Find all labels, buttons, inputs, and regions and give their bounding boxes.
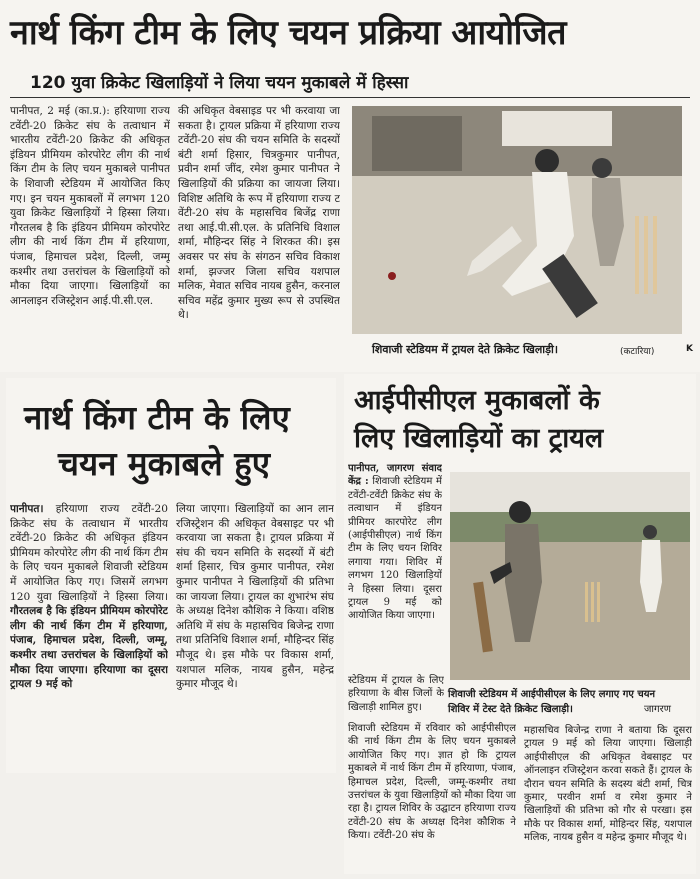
article2-column-1: [10, 502, 168, 772]
clipping-top: [0, 0, 700, 372]
cricket-trial-photo-2: [450, 472, 690, 680]
article3-side-note: स्टेडियम में ट्रायल के लिए हरियाणा के बीस जिलों के खिलाड़ी शामिल हुए।: [348, 675, 444, 713]
corner-mark: K: [686, 344, 693, 354]
article1-column-2: की अधिकृत वेबसाइड पर भी करवाया जा सकता है। ट्रायल प्रक्रिया में हरियाणा राज्य टवेंटी-20 संघ की चयन समिति के सदस्यों बंटी शर्मा हिसार, चित्रकुमार पानीपत, प्रवीन शर्मा जींद, रमेश कुमार पानीपत ने खिलाड़ियों की प्रक्रिया का जायजा लिया। विशिष्ट अतिथि के रूप में हरियाणा राज्य ट वेंटी-20 संघ के महासचिव बिजेंद्र राणा तथा आई.पी.सी.एल. के प्रतिनिधि विशाल शर्मा, मौहिन्दर सिंह ने शिरकत की। इस अवसर पर संघ के संगठन सचिव विकाश शर्मा, झज्जर जिला सचिव यशपाल मलिक, मेवात सचिव नायब हुसैन, करनाल सचिव महेंद्र कुमार मुख्य रूप से उपस्थित थे।: [178, 105, 340, 322]
cricket-trial-photo-1: [352, 106, 682, 334]
photo-1-caption: शिवाजी स्टेडियम में ट्रायल देते क्रिकेट खिलाड़ी।: [372, 343, 559, 356]
article1-headline: नार्थ किंग टीम के लिए चयन प्रक्रिया आयोजित: [10, 13, 567, 53]
article3-column-1: [348, 674, 444, 720]
article2-headline-line1: नार्थ किंग टीम के लिए: [24, 398, 290, 437]
article3-dateline: पानीपत, जागरण संवाद केंद्र :: [348, 463, 442, 488]
article3-headline-line1: आईपीसीएल मुकाबलों के: [354, 385, 600, 416]
article2-lead: हरियाणा राज्य टवेंटी-20 क्रिकेट संघ के तत्वाधान में भारतीय टवेंटी-20 क्रिकेट की अधिकृत इंडियन प्रीमियम कोरपोरेट लीग की नार्थ किंग टीम के लिए चयन मुकाबले शिवाजी स्टेडियम में आयोजित किए गए। जिसमें लगभग 120 युवा खिलाड़ियों ने हिस्सा लिया।: [10, 503, 168, 603]
article3-column-3: महासचिव बिजेन्द्र राणा ने बताया कि दूसरा ट्रायल 9 मई को लिया जाएगा। खिलाड़ी आईपीसीएल की अधिकृत वेबसाइट पर ऑनलाइन रजिस्ट्रेशन करवा सकते हैं। ट्रायल के दौरान चयन समिति के सदस्य बंटी शर्मा, चित्र कुमार, परवीन शर्मा व रमेश कुमार ने खिलाड़ियों की प्रतिभा को गौर से परखा। इस मौके पर विकास शर्मा, मोहिन्दर सिंह, यशपाल मलिक, नायब हुसैन व महेन्द्र कुमार मौजूद थे।: [524, 725, 692, 844]
article2-dateline: पानीपत।: [10, 503, 44, 515]
subhead-rule: [10, 97, 690, 98]
photo-1-credit: (कटारिया): [620, 347, 655, 357]
photo-2-caption-line1: शिवाजी स्टेडियम में आईपीसीएल के लिए लगाए गए चयन: [448, 689, 656, 700]
article2-headline-line2: चयन मुकाबले हुए: [58, 444, 271, 483]
article3-intro: शिवाजी स्टेडियम में टवेंटी-टवेंटी क्रिकेट संघ के तत्वाधान में इंडियन प्रीमियर कारपोरेट लीग (आईपीसीएल) नार्थ किंग टीम के लिए चयन शिविर लगाया गया। शिविर में लगभग 120 खिलाड़ियों ने हिस्सा लिया। दूसरा ट्रायल 9 मई को आयोजित किया जाएगा।: [348, 476, 442, 622]
article3-headline-line2: लिए खिलाड़ियों का ट्रायल: [354, 423, 604, 454]
photo-2-credit: जागरण: [644, 704, 671, 715]
photo-2-caption-line2: शिविर में टेस्ट देते क्रिकेट खिलाड़ी।: [448, 704, 573, 715]
article3-top-column: [348, 462, 442, 662]
article2-bold-paragraph: गौरतलब है कि इंडियन प्रीमियम कोरपोरेट लीग की नार्थ किंग टीम में हरियाणा, पंजाब, हिमाचल प्रदेश, दिल्ली, जम्मू, कश्मीर तथा उत्तरांचल के खिलाड़ियों को मौका दिया जाएगा। हरियाणा का दूसरा ट्रायल 9 मई को: [10, 605, 168, 691]
clipping-bottom-right: [344, 374, 696, 874]
article2-column-2: लिया जाएगा। खिलाड़ियों का आन लान रजिस्ट्रेशन की अधिकृत वेबसाइट पर भी करवाया जा सकता है। ट्रायल प्रक्रिया में संघ की चयन समिति के सदस्यों में बंटी शर्मा हिसार, चित्र कुमार पानीपत, रमेश कुमार पानीपत ने खिलाड़ियों की प्रतिभा का जायजा लिया। ट्रायल का शुभारंभ संघ के अध्यक्ष दिनेश कौशिक ने किया। वशिष्ठ अतिथि में संघ के महासचिव बिजेन्द्र राणा तथा प्रतिनिधि विशाल शर्मा, मौहिन्दर सिंह मौजूद थे। इस मौके पर विकास शर्मा, यशपाल मलिक, नायब हुसैन, महेन्द्र कुमार मौजूद थे।: [176, 503, 334, 691]
clipping-bottom-left: [6, 378, 336, 773]
article1-subhead: 120 युवा क्रिकेट खिलाड़ियों ने लिया चयन मुकाबले में हिस्सा: [30, 73, 409, 93]
article1-column-1: पानीपत, 2 मई (का.प्र.): हरियाणा राज्य टवेंटी-20 क्रिकेट संघ के तत्वाधान में भारतीय टवेंटी-20 क्रिकेट की अधिकृत इंडियन प्रीमियम कोरपोरेट लीग की नार्थ किंग टीम के लिए चयन मुकाबले पानीपत के शिवाजी स्टेडियम में आयोजित किए गए। इन चयन मुकाबलों में लगभग 120 युवा क्रिकेट खिलाड़ियों ने हिस्सा लिया। गौरतलब है कि इंडियन प्रीमियम कोरपोरेट लीग की नार्थ किंग टीम में हरियाणा, पंजाब, हिमाचल प्रदेश, दिल्ली, जम्मू कश्मीर तथा उत्तरांचल के खिलाड़ियों को मौका दिया जाएगा। खिलाड़ियों का आनलाइन रजिस्ट्रेशन आई.पी.सी.एल.: [10, 105, 170, 307]
article3-column-2: शिवाजी स्टेडियम में रविवार को आईपीसीएल की नार्थ किंग टीम के लिए चयन मुकाबले आयोजित किए गए। ज्ञात हो कि ट्रायल मुकाबले में नार्थ किंग टीम में हरियाणा, पंजाब, हिमाचल प्रदेश, दिल्ली, जम्मू-कश्मीर तथा उत्तरांचल के युवा खिलाड़ियों को मौका दिया जा रहा है। ट्रायल शिविर के उद्घाटन हरियाणा राज्य टवेंटी-20 संघ के अध्यक्ष दिनेश कौशिक ने किया। टवेंटी-20 संघ के: [348, 723, 516, 842]
